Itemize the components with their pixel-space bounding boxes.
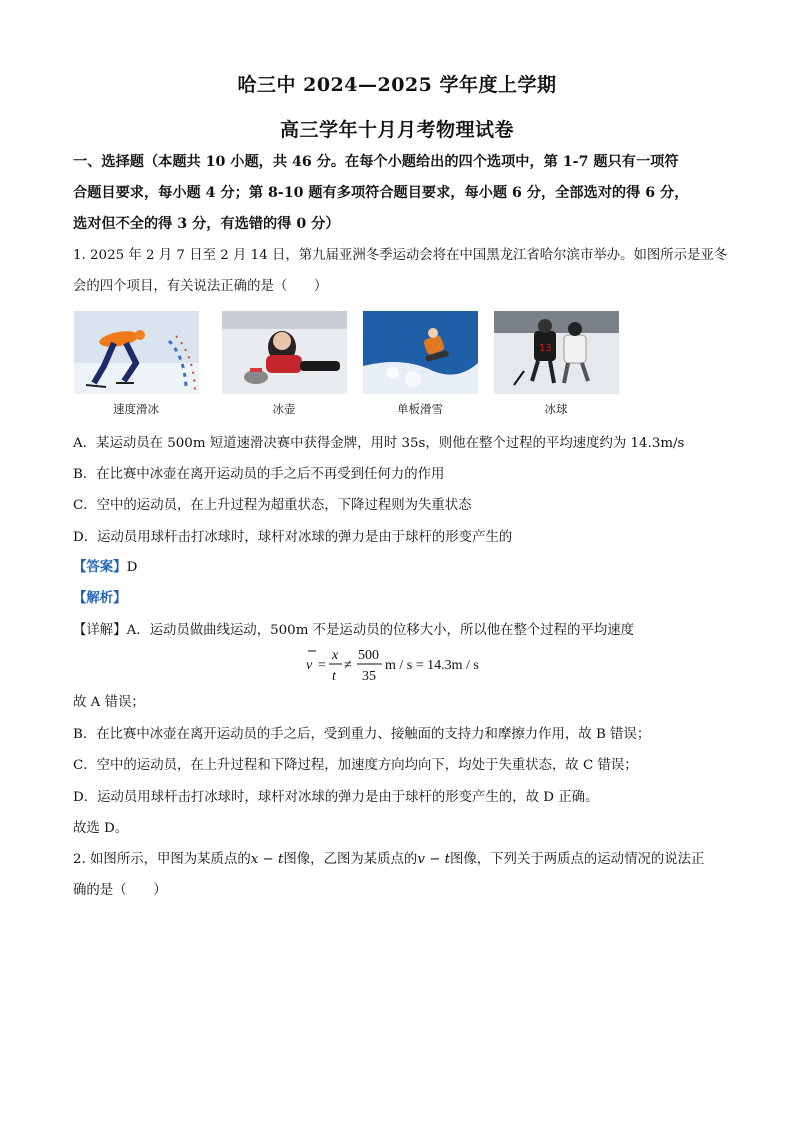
formula-x: x <box>332 648 339 663</box>
caption-ice-hockey: 冰球 <box>544 402 568 416</box>
formula-t: t <box>332 669 336 684</box>
q1-option-a: A．某运动员在 500m 短道速滑决赛中获得金牌，用时 35s，则他在整个过程的平均速度约为 14.3m/s <box>73 436 685 451</box>
q2-text-c: 图像，下列关于两质点的运动情况的说法正 <box>450 852 705 867</box>
q1-stem-line-1: 1. 2025 年 2 月 7 日至 2 月 14 日，第九届亚洲冬季运动会将在中国黑龙江省哈尔滨市举办。如图所示是亚冬 <box>73 248 728 263</box>
q1-exp-d: D．运动员用球杆击打冰球时，球杆对冰球的弹力是由于球杆的形变产生的，故 D 正确。 <box>73 790 599 805</box>
section-line-1: 一、选择题（本题共 10 小题，共 46 分。在每个小题给出的四个选项中，第 1-7 题只有一项符 <box>73 154 679 170</box>
speed-skating-image <box>74 311 199 394</box>
q2-vt: v − t <box>417 852 450 867</box>
q2-xt: x − t <box>250 852 284 867</box>
formula-num: 500 <box>358 648 379 663</box>
exam-subtitle: 高三学年十月月考物理试卷 <box>279 119 514 141</box>
answer-value: D <box>126 560 138 575</box>
formula-eq: = <box>318 658 326 673</box>
curling-image <box>222 311 347 394</box>
caption-curling: 冰壶 <box>272 402 296 416</box>
q1-exp-c: C．空中的运动员，在上升过程和下降过程，加速度方向均向下，均处于失重状态，故 C 错误； <box>73 758 638 773</box>
formula-neq: ≠ <box>344 658 352 673</box>
ice-hockey-image <box>494 311 619 394</box>
q1-detail <box>73 619 634 638</box>
formula-v: v <box>306 658 313 673</box>
q2-stem-line-2: 确的是（ ） <box>73 883 167 898</box>
formula-den: 35 <box>362 669 376 684</box>
formula-rest: m / s = 14.3m / s <box>385 658 479 673</box>
section-line-3: 选对但不全的得 3 分，有选错的得 0 分） <box>73 216 340 232</box>
q1-option-d: D．运动员用球杆击打冰球时，球杆对冰球的弹力是由于球杆的形变产生的 <box>73 530 513 545</box>
section-line-2: 合题目要求，每小题 4 分；第 8-10 题有多项符合题目要求，每小题 6 分，全部选对的得 6 分， <box>73 185 689 201</box>
exam-title: 哈三中 2024—2025 学年度上学期 <box>237 74 557 96</box>
q2-stem-line-1 <box>73 848 704 867</box>
q2-text-b: 图像，乙图为某质点的 <box>283 852 418 867</box>
velocity-formula <box>0 645 794 685</box>
q1-stem-line-2: 会的四个项目，有关说法正确的是（ ） <box>73 279 328 294</box>
q1-answer <box>73 556 137 575</box>
q1-option-b: B．在比赛中冰壶在离开运动员的手之后不再受到任何力的作用 <box>73 467 445 482</box>
q2-text-a: 2. 如图所示，甲图为某质点的 <box>73 852 251 867</box>
snowboard-image <box>363 311 478 394</box>
svg-text:13: 13 <box>539 343 552 354</box>
q1-option-c: C．空中的运动员，在上升过程为超重状态，下降过程则为失重状态 <box>73 498 472 513</box>
q1-exp-b: B．在比赛中冰壶在离开运动员的手之后，受到重力、接触面的支持力和摩擦力作用，故 B 错误； <box>73 727 651 742</box>
analysis-tag: 【解析】 <box>73 590 127 606</box>
detail-text: A．运动员做曲线运动，500m 不是运动员的位移大小，所以他在整个过程的平均速度 <box>126 623 635 638</box>
section-instructions <box>73 147 723 240</box>
caption-speed-skating: 速度滑冰 <box>113 402 159 416</box>
q1-conclusion-a: 故 A 错误； <box>73 695 145 710</box>
detail-tag: 【详解】 <box>73 623 127 638</box>
q1-analysis <box>73 587 127 606</box>
q1-final: 故选 D。 <box>73 821 129 836</box>
caption-snowboard: 单板滑雪 <box>397 402 443 416</box>
answer-tag: 【答案】 <box>73 559 127 575</box>
